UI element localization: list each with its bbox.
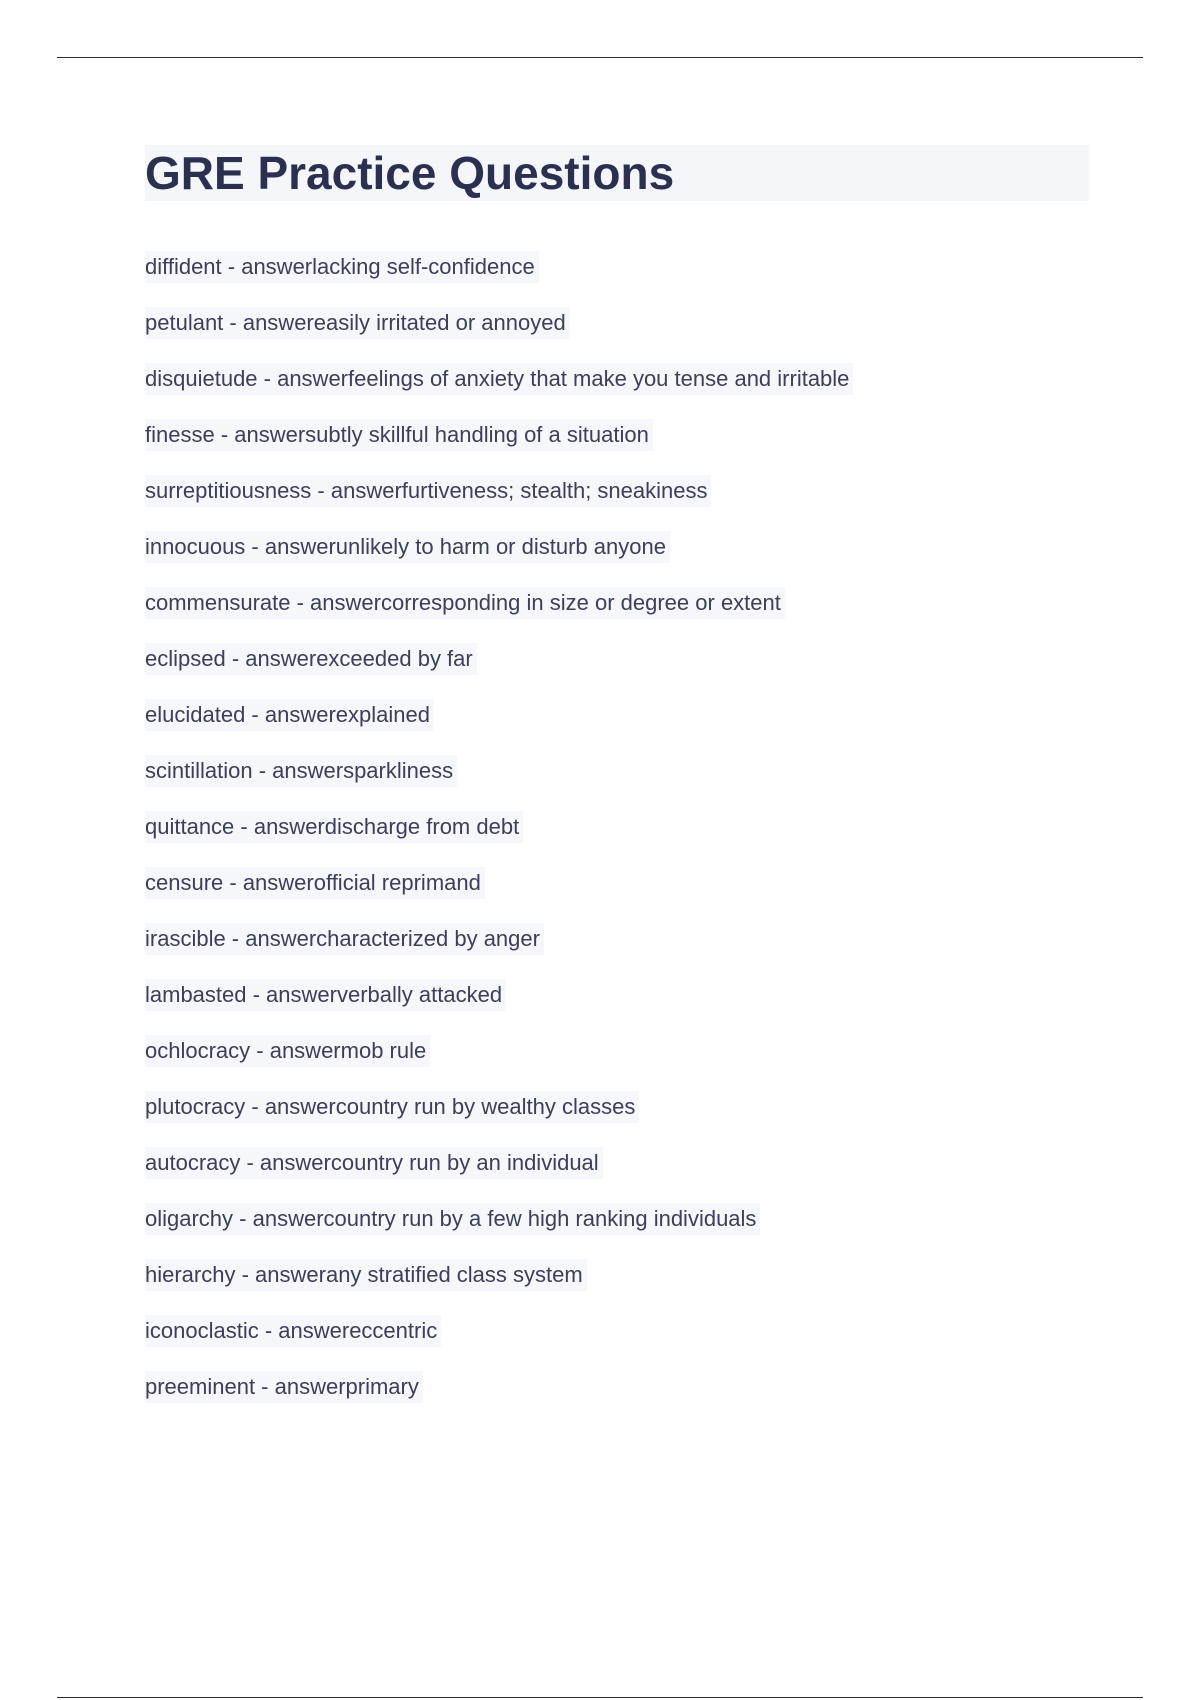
list-item [145,1035,1089,1091]
vocabulary-entry: diffident - answerlacking self-confidence [145,251,539,283]
document-title: GRE Practice Questions [145,147,675,199]
vocabulary-entry: innocuous - answerunlikely to harm or disturb anyone [145,531,670,563]
list-item [145,1147,1089,1203]
list-item [145,419,1089,475]
vocabulary-entry: ochlocracy - answermob rule [145,1035,430,1067]
list-item [145,643,1089,699]
list-item [145,755,1089,811]
vocabulary-entry: oligarchy - answercountry run by a few high ranking individuals [145,1203,760,1235]
vocabulary-entry: hierarchy - answerany stratified class system [145,1259,587,1291]
list-item [145,1315,1089,1371]
list-item [145,1203,1089,1259]
vocabulary-entry: lambasted - answerverbally attacked [145,979,506,1011]
vocabulary-entry: iconoclastic - answereccentric [145,1315,441,1347]
list-item [145,307,1089,363]
list-item [145,923,1089,979]
vocabulary-entry: eclipsed - answerexceeded by far [145,643,477,675]
vocabulary-entry: commensurate - answercorresponding in size or degree or extent [145,587,785,619]
list-item [145,363,1089,419]
list-item [145,1371,1089,1427]
list-item [145,979,1089,1035]
vocabulary-entry: irascible - answercharacterized by anger [145,923,544,955]
list-item [145,1259,1089,1315]
title-bar [145,145,1089,201]
list-item [145,251,1089,307]
vocabulary-entry: disquietude - answerfeelings of anxiety that make you tense and irritable [145,363,853,395]
bottom-divider [57,1697,1143,1698]
vocabulary-entry: censure - answerofficial reprimand [145,867,485,899]
list-item [145,867,1089,923]
vocabulary-entry: plutocracy - answercountry run by wealthy classes [145,1091,639,1123]
vocabulary-entry: scintillation - answersparkliness [145,755,457,787]
vocabulary-entry: quittance - answerdischarge from debt [145,811,523,843]
list-item [145,699,1089,755]
vocabulary-entry: surreptitiousness - answerfurtiveness; stealth; sneakiness [145,475,711,507]
list-item [145,531,1089,587]
vocabulary-entry: petulant - answereasily irritated or annoyed [145,307,570,339]
vocabulary-list [145,251,1089,1427]
vocabulary-entry: preeminent - answerprimary [145,1371,423,1403]
list-item [145,475,1089,531]
vocabulary-entry: finesse - answersubtly skillful handling of a situation [145,419,653,451]
list-item [145,1091,1089,1147]
list-item [145,811,1089,867]
vocabulary-entry: autocracy - answercountry run by an individual [145,1147,603,1179]
top-divider [57,57,1143,58]
vocabulary-entry: elucidated - answerexplained [145,699,434,731]
list-item [145,587,1089,643]
document-body [145,145,1089,1427]
